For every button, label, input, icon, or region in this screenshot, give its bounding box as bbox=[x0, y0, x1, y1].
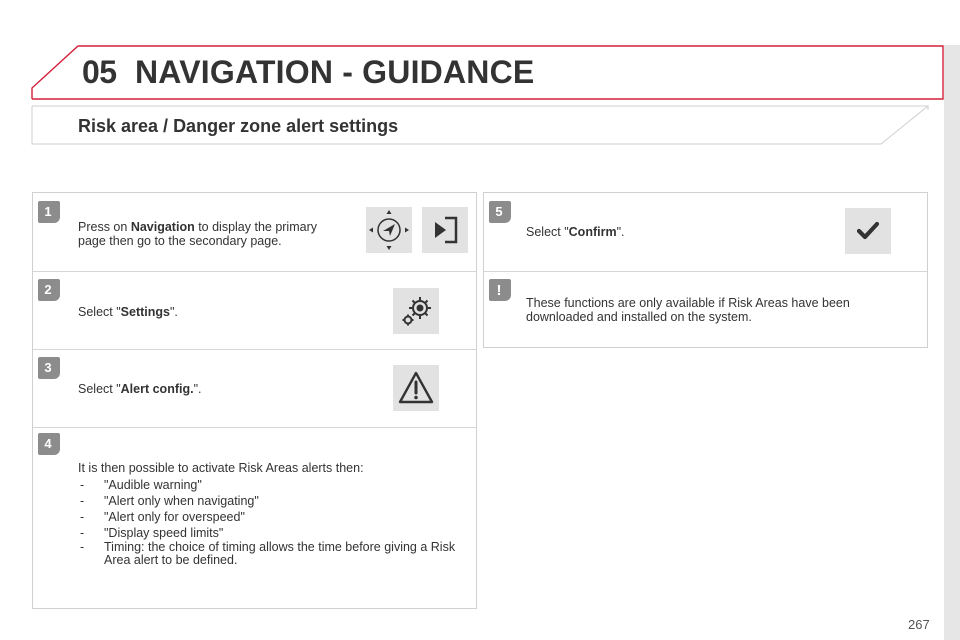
step-3-text: Select "Alert config.". bbox=[78, 382, 202, 396]
exclamation-badge-icon bbox=[488, 277, 512, 301]
warning-triangle-icon bbox=[396, 368, 436, 408]
chapter-title: NAVIGATION - GUIDANCE bbox=[135, 54, 535, 90]
secondary-page-button[interactable] bbox=[422, 207, 468, 253]
navigation-joystick-icon bbox=[367, 208, 411, 252]
svg-text:4: 4 bbox=[44, 436, 52, 451]
alert-options-list bbox=[78, 477, 458, 567]
page-edge-strip bbox=[944, 45, 960, 640]
list-item: - "Alert only when navigating" bbox=[78, 493, 458, 509]
confirm-button[interactable] bbox=[845, 208, 891, 254]
secondary-page-icon bbox=[429, 214, 461, 246]
step-badge bbox=[37, 199, 61, 223]
step-5-text: Select "Confirm". bbox=[526, 225, 625, 239]
step-badge bbox=[37, 277, 61, 301]
note-text: These functions are only available if Risk Areas have been downloaded and installed on the system. bbox=[526, 296, 850, 324]
settings-button[interactable] bbox=[393, 288, 439, 334]
checkmark-icon bbox=[853, 216, 883, 246]
list-item: - "Display speed limits" bbox=[78, 525, 458, 541]
alert-config-button[interactable] bbox=[393, 365, 439, 411]
step-4-intro: It is then possible to activate Risk Areas alerts then: bbox=[78, 461, 364, 475]
step-5 bbox=[484, 193, 927, 271]
step-2 bbox=[33, 272, 476, 349]
settings-gears-icon bbox=[396, 291, 436, 331]
svg-text:1: 1 bbox=[44, 204, 52, 219]
svg-text:3: 3 bbox=[44, 360, 52, 375]
step-3 bbox=[33, 350, 476, 427]
list-item: - Timing: the choice of timing allows the time before giving a Risk Area alert to be defined. bbox=[78, 541, 458, 567]
list-item: - "Audible warning" bbox=[78, 477, 458, 493]
step-2-text: Select "Settings". bbox=[78, 305, 178, 319]
svg-text:!: ! bbox=[496, 282, 502, 299]
step-4 bbox=[33, 428, 476, 609]
step-badge bbox=[37, 431, 61, 455]
step-1-text: Press on Navigation to display the primary page then go to the secondary page. bbox=[78, 220, 317, 248]
note bbox=[484, 272, 927, 348]
svg-text:5: 5 bbox=[495, 204, 503, 219]
list-item: - "Alert only for overspeed" bbox=[78, 509, 458, 525]
steps-panel-left bbox=[32, 192, 477, 609]
steps-panel-right bbox=[483, 192, 928, 348]
page-number: 267 bbox=[908, 617, 930, 632]
step-badge bbox=[37, 355, 61, 379]
step-badge bbox=[488, 199, 512, 223]
navigation-button[interactable] bbox=[366, 207, 412, 253]
section-title: Risk area / Danger zone alert settings bbox=[78, 116, 399, 136]
chapter-number: 05 bbox=[82, 54, 117, 90]
svg-text:2: 2 bbox=[44, 282, 52, 297]
step-1 bbox=[33, 193, 476, 271]
